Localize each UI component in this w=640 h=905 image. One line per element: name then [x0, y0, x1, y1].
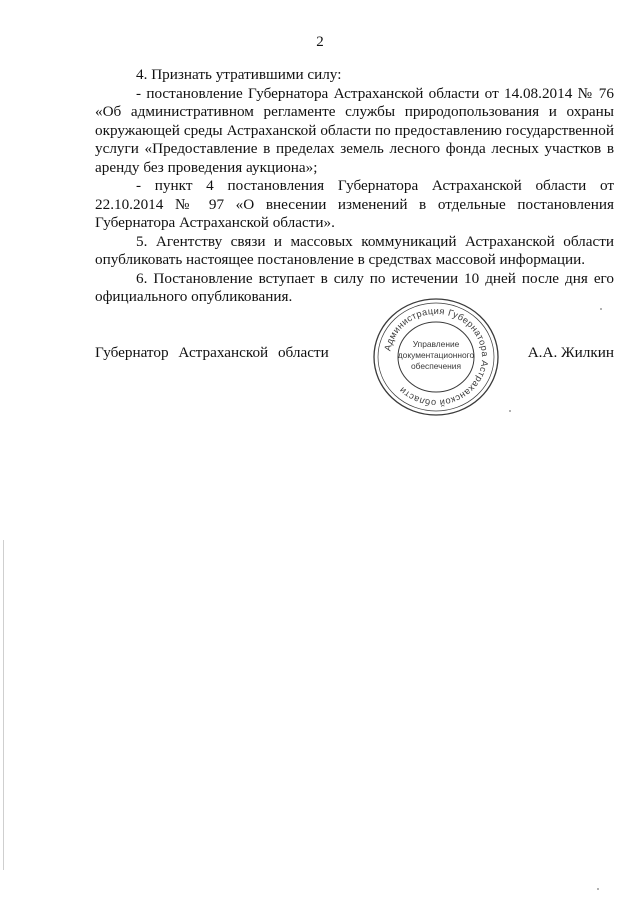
scan-speck: [509, 410, 511, 412]
paragraph-repeal-resolution-76: - постановление Губернатора Астраханской области от 14.08.2014 № 76 «Об административном регламенте службы природопользования и охраны окружающей среды Астраханской области по предоставлению государственной услуги «Предоставление в пределах земель лесного фонда лесных участков в аренду без проведения аукциона»;: [95, 84, 614, 176]
seal-center-line-3: обеспечения: [411, 361, 461, 371]
paragraph-item-4: 4. Признать утратившими силу:: [136, 66, 342, 83]
scan-speck: [597, 888, 599, 890]
paragraph-item-6: 6. Постановление вступает в силу по истечении 10 дней после дня его официального опубликования.: [95, 269, 614, 305]
scan-speck: [600, 308, 602, 310]
page-number: 2: [316, 34, 324, 50]
signer-title: Губернатор Астраханской области: [95, 344, 329, 361]
signer-name: А.А. Жилкин: [527, 344, 614, 361]
signature-block: [95, 344, 614, 364]
scan-edge-artifact: [3, 540, 4, 870]
paragraph-item-5: 5. Агентству связи и массовых коммуникаций Астраханской области опубликовать настоящее постановление в средствах массовой информации.: [95, 232, 614, 268]
paragraph-repeal-resolution-97: - пункт 4 постановления Губернатора Астраханской области от 22.10.2014 № 97 «О внесении изменений в отдельные постановления Губернатора Астраханской области».: [95, 177, 614, 231]
document-body: [95, 66, 614, 307]
seal-center-line-2: документационного: [397, 350, 475, 360]
seal-center-line-1: Управление: [412, 339, 460, 349]
seal-ring-text: Администрация Губернатора Астраханской области: [382, 305, 491, 409]
